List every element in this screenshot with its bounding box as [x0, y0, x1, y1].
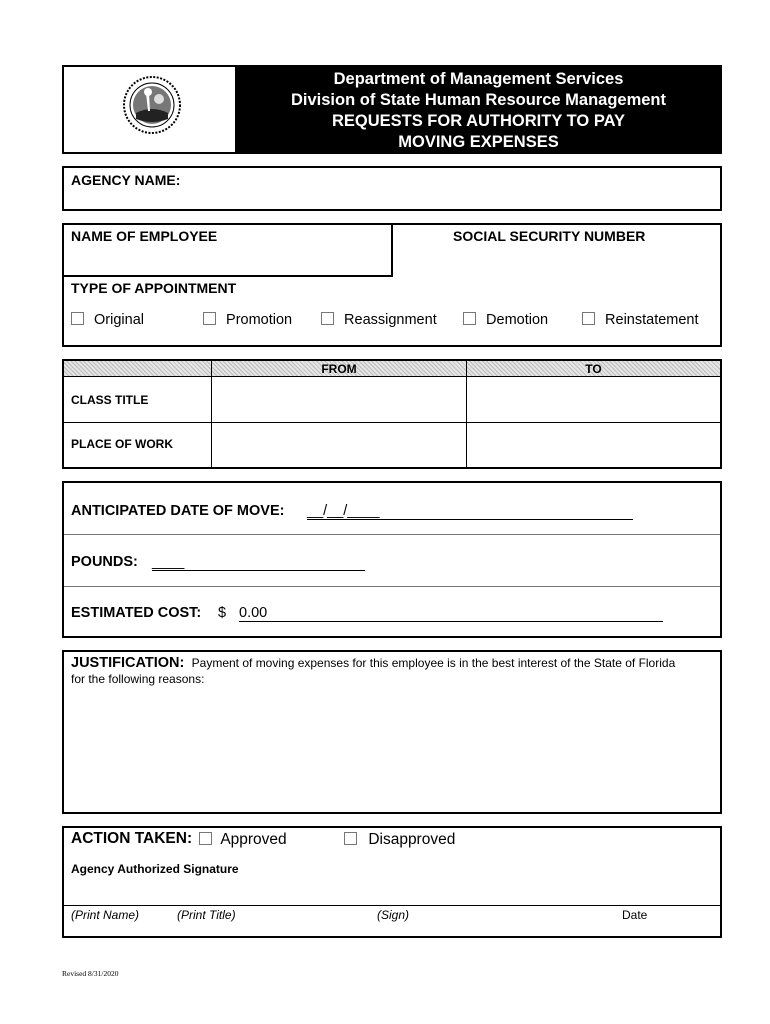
appointment-option-promotion[interactable] [203, 312, 292, 328]
cost-value: 0.00 [239, 605, 268, 621]
header-title [235, 69, 722, 153]
appointment-label: TYPE OF APPOINTMENT [71, 280, 237, 296]
ssn-field[interactable] [393, 225, 720, 277]
disapproved-option[interactable] [344, 831, 455, 849]
justification-line-2: for the following reasons: [71, 672, 205, 686]
checkbox-icon[interactable] [463, 312, 476, 325]
header-line-2: Division of State Human Resource Management [291, 91, 666, 109]
employee-name-field[interactable] [64, 225, 393, 277]
checkbox-icon[interactable] [199, 832, 212, 845]
checkbox-icon[interactable] [321, 312, 334, 325]
move-date-label: ANTICIPATED DATE OF MOVE: [71, 503, 285, 519]
checkbox-icon[interactable] [582, 312, 595, 325]
from-header [212, 361, 467, 377]
employee-section [62, 223, 722, 347]
appointment-option-original[interactable] [71, 312, 144, 328]
move-date-input[interactable] [307, 503, 633, 520]
class-title-label: CLASS TITLE [71, 393, 149, 407]
signature-line[interactable] [64, 905, 720, 906]
appointment-option-demotion[interactable] [463, 312, 548, 328]
place-of-work-row-label [64, 423, 212, 467]
header-line-3: REQUESTS FOR AUTHORITY TO PAY [331, 112, 626, 130]
appointment-option-reinstatement[interactable] [582, 312, 699, 328]
from-header-label: FROM [321, 362, 357, 376]
print-title-label: (Print Title) [177, 908, 236, 922]
cost-input[interactable] [239, 605, 663, 622]
place-of-work-to-cell[interactable] [467, 423, 720, 467]
to-header-label: TO [585, 362, 602, 376]
employee-name-label: NAME OF EMPLOYEE [71, 228, 218, 244]
checkbox-icon[interactable] [344, 832, 357, 845]
revised-date: Revised 8/31/2020 [62, 969, 119, 978]
seal-panel [64, 67, 235, 152]
agency-name-label: AGENCY NAME: [71, 172, 181, 188]
approved-option[interactable] [199, 831, 287, 849]
pounds-value: ____ [152, 554, 185, 570]
move-date-row[interactable] [64, 483, 720, 535]
action-label: ACTION TAKEN: [71, 830, 193, 847]
pounds-input[interactable] [152, 554, 365, 571]
header-box [62, 65, 722, 154]
checkbox-icon[interactable] [71, 312, 84, 325]
cost-label: ESTIMATED COST: [71, 605, 202, 621]
cost-currency: $ [218, 605, 227, 621]
signature-label: Agency Authorized Signature [71, 862, 239, 876]
to-header [467, 361, 720, 377]
option-label: Original [94, 312, 144, 328]
florida-state-seal-icon [122, 75, 182, 135]
header-line-1: Department of Management Services [333, 70, 624, 88]
move-details-section [62, 481, 722, 638]
option-label: Promotion [226, 312, 293, 328]
class-title-row-label [64, 377, 212, 423]
approved-label: Approved [220, 831, 287, 848]
cost-row[interactable] [64, 587, 720, 636]
place-of-work-label: PLACE OF WORK [71, 437, 173, 451]
ssn-label: SOCIAL SECURITY NUMBER [453, 228, 646, 244]
class-title-to-cell[interactable] [467, 377, 720, 423]
justification-field[interactable] [62, 650, 722, 814]
checkbox-icon[interactable] [203, 312, 216, 325]
justification-text [71, 655, 717, 687]
pounds-row[interactable] [64, 535, 720, 587]
class-title-from-cell[interactable] [212, 377, 467, 423]
position-table [62, 359, 722, 469]
table-header-blank [64, 361, 212, 377]
option-label: Demotion [486, 312, 549, 328]
agency-name-field[interactable] [62, 166, 722, 211]
appointment-option-reassignment[interactable] [321, 312, 437, 328]
print-name-label: (Print Name) [71, 908, 140, 922]
justification-label: JUSTIFICATION: [71, 655, 185, 671]
move-date-value: __/__/____ [307, 503, 380, 519]
disapproved-label: Disapproved [368, 831, 456, 848]
pounds-label: POUNDS: [71, 554, 138, 570]
action-section [62, 826, 722, 938]
header-line-4: MOVING EXPENSES [398, 133, 559, 151]
date-label: Date [622, 908, 648, 922]
place-of-work-from-cell[interactable] [212, 423, 467, 467]
option-label: Reinstatement [605, 312, 699, 328]
appointment-row [64, 277, 720, 345]
justification-line-1: Payment of moving expenses for this employee is in the best interest of the State of Florida [191, 656, 676, 670]
action-row [71, 830, 711, 852]
sign-label: (Sign) [377, 908, 410, 922]
option-label: Reassignment [344, 312, 437, 328]
